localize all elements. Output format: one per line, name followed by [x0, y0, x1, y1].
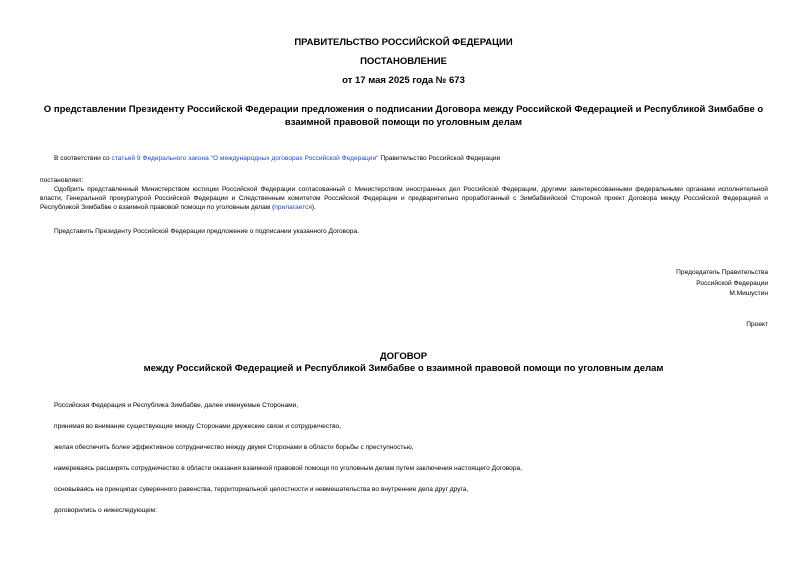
treaty-heading: ДОГОВОР — [379, 351, 428, 362]
signature-block — [676, 269, 768, 299]
preamble-prefix: В соответствии со — [54, 155, 112, 162]
draft-label: Проект — [746, 321, 768, 328]
treaty-line: Российская Федерация и Республика Зимбабве, далее именуемые Сторонами, — [54, 402, 299, 409]
federal-law-link[interactable]: статьей 9 Федерального закона "О международных договорах Российской Федерации" — [111, 155, 379, 162]
paragraph-1-end: ). — [311, 203, 316, 211]
treaty-line: договорились о нижеследующем: — [54, 507, 158, 514]
treaty-line: основываясь на принципах суверенного равенства, территориальной целостности и невмешательства во внутренние дела друг друга, — [54, 486, 469, 493]
treaty-line: намереваясь расширять сотрудничество в области оказания взаимной правовой помощи по уголовным делам путем заключения настоящего Договора, — [54, 465, 523, 472]
preamble-suffix: Правительство Российской Федерации — [378, 155, 501, 162]
paragraph-1-text: Одобрить представленный Министерством юстиции Российской Федерации согласованный с Министерством иностранных дел Российской Федерации, другими заинтересованными федеральными органами исполнительной власти, Генеральной прокуратурой Российской Федерации и Следственным комитетом Российской Федерации и предварительно проработанный с Зимбабвийской Стороной проект Договора между Российской Федерацией и Республикой Зимбабве о взаимной правовой помощи по уголовным делам ( — [40, 186, 768, 211]
paragraph-2: Представить Президенту Российской Федерации предложение о подписании указанного Договора. — [54, 228, 359, 235]
document-title: О представлении Президенту Российской Федерации предложения о подписании Договора между Российской Федерацией и Республикой Зимбабве о взаимной правовой помощи по уголовным делам — [43, 104, 764, 128]
document-type: ПОСТАНОВЛЕНИЕ — [360, 56, 447, 67]
government-name: ПРАВИТЕЛЬСТВО РОССИЙСКОЙ ФЕДЕРАЦИИ — [294, 37, 513, 48]
preamble — [54, 155, 774, 164]
treaty-line: принимая во внимание существующие между Сторонами дружеские связи и сотрудничество, — [54, 423, 342, 430]
document-date-number: от 17 мая 2025 года № 673 — [342, 75, 465, 86]
decree-word: постановляет: — [40, 177, 84, 184]
signature-title: Председатель Правительства — [676, 269, 768, 276]
signature-country: Российской Федерации — [696, 279, 768, 287]
treaty-subheading: между Российской Федерацией и Республикой Зимбабве о взаимной правовой помощи по уголовным делам — [143, 363, 664, 374]
attachment-link[interactable]: прилагается — [274, 203, 312, 211]
signature-name: М.Мишустин — [729, 290, 768, 298]
paragraph-1 — [40, 186, 768, 213]
treaty-line: желая обеспечить более эффективное сотрудничество между двумя Сторонами в области борьбы с преступностью, — [54, 444, 414, 451]
